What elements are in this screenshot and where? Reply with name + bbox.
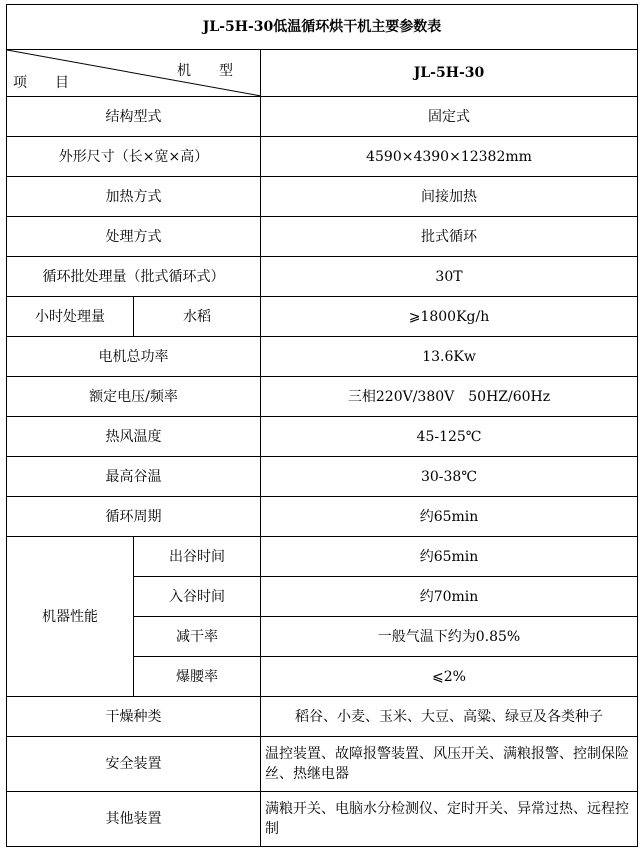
row-label: 外形尺寸（长×宽×高） (7, 137, 261, 177)
table-row (7, 697, 638, 737)
table-row (7, 457, 638, 497)
row-value: 30-38℃ (261, 457, 638, 497)
row-value: ⩽2% (261, 657, 638, 697)
row-value: 45-125℃ (261, 417, 638, 457)
row-value: 批式循环 (261, 217, 638, 257)
row-label: 循环周期 (7, 497, 261, 537)
row-value: 约65min (261, 497, 638, 537)
row-label: 最高谷温 (7, 457, 261, 497)
header-diagonal-cell (7, 50, 261, 97)
row-value: 一般气温下约为0.85% (261, 617, 638, 657)
row-value: 固定式 (261, 97, 638, 137)
table-row (7, 217, 638, 257)
row-label: 小时处理量 (7, 297, 134, 337)
row-sub-label: 减干率 (134, 617, 261, 657)
table-row (7, 137, 638, 177)
table-row (7, 537, 638, 577)
table-title: JL-5H-30低温循环烘干机主要参数表 (7, 5, 638, 50)
row-value: 30T (261, 257, 638, 297)
row-label: 电机总功率 (7, 337, 261, 377)
table-row (7, 737, 638, 792)
row-label: 加热方式 (7, 177, 261, 217)
row-value: 满粮开关、电脑水分检测仪、定时开关、异常过热、远程控制 (261, 792, 638, 847)
model-axis-label: 机 型 (177, 63, 233, 79)
row-label: 安全装置 (7, 737, 261, 792)
row-value: 13.6Kw (261, 337, 638, 377)
table-row (7, 417, 638, 457)
row-value: ⩾1800Kg/h (261, 297, 638, 337)
table-row (7, 337, 638, 377)
table-row (7, 257, 638, 297)
row-value: 4590×4390×12382mm (261, 137, 638, 177)
model-name: JL-5H-30 (261, 50, 638, 97)
header-row (7, 50, 638, 97)
row-value: 约65min (261, 537, 638, 577)
parameter-table (6, 4, 638, 847)
table-row (7, 97, 638, 137)
table-row (7, 177, 638, 217)
row-label: 热风温度 (7, 417, 261, 457)
row-value: 温控装置、故障报警装置、风压开关、满粮报警、控制保险丝、热继电器 (261, 737, 638, 792)
table-row (7, 792, 638, 847)
table-row (7, 297, 638, 337)
row-value: 间接加热 (261, 177, 638, 217)
row-group-label: 机器性能 (7, 537, 134, 697)
row-value: 稻谷、小麦、玉米、大豆、高粱、绿豆及各类种子 (261, 697, 638, 737)
title-row (7, 5, 638, 50)
table-row (7, 377, 638, 417)
row-label: 额定电压/频率 (7, 377, 261, 417)
row-sub-label: 爆腰率 (134, 657, 261, 697)
row-label: 循环批处理量（批式循环式） (7, 257, 261, 297)
row-label: 其他装置 (7, 792, 261, 847)
row-value: 约70min (261, 577, 638, 617)
item-axis-label: 项 目 (13, 75, 69, 91)
row-label: 干燥种类 (7, 697, 261, 737)
row-sub-label: 水稻 (134, 297, 261, 337)
row-sub-label: 入谷时间 (134, 577, 261, 617)
table-row (7, 497, 638, 537)
row-sub-label: 出谷时间 (134, 537, 261, 577)
row-value: 三相220V/380V 50HZ/60Hz (261, 377, 638, 417)
row-label: 处理方式 (7, 217, 261, 257)
row-label: 结构型式 (7, 97, 261, 137)
